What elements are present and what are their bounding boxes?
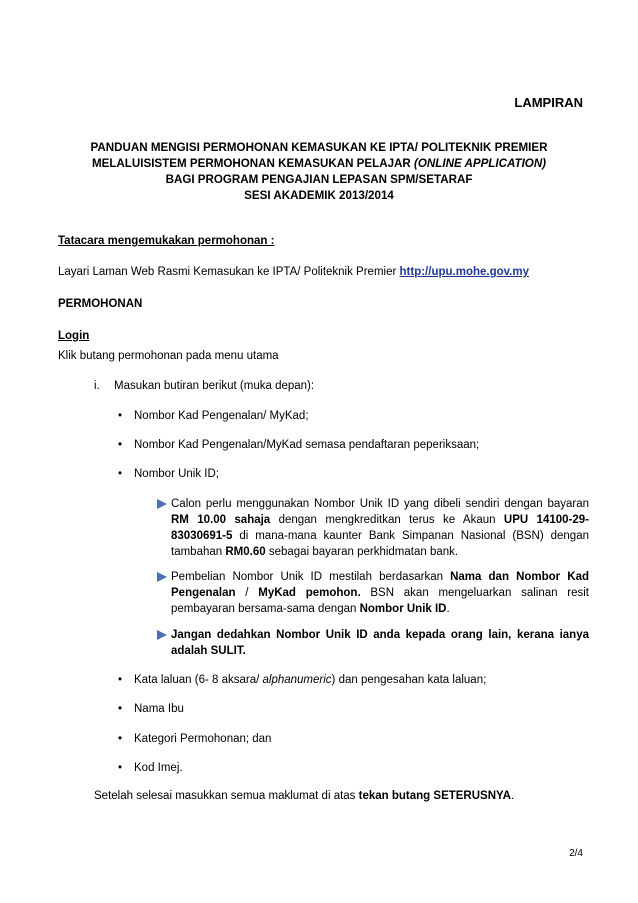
sub2-bold-2: MyKad pemohon. xyxy=(258,587,361,599)
sub-item-3: Jangan dedahkan Nombor Unik ID anda kepada orang lain, kerana ianya adalah SULIT. xyxy=(171,629,589,657)
sub-item-2 xyxy=(171,569,589,617)
sub1-text-3: di mana-mana kaunter Bank Simpanan Nasional (BSN) dengan tambahan xyxy=(171,530,589,558)
list-item-text: Nama Ibu xyxy=(134,703,184,715)
setelah-text-1: Setelah selesai masukkan semua maklumat di atas xyxy=(94,790,359,802)
sub1-bold-3: RM0.60 xyxy=(225,546,266,558)
arrow-right-icon xyxy=(157,572,167,582)
bullet-icon: • xyxy=(118,762,123,774)
sub1-text-1: Calon perlu menggunakan Nombor Unik ID yang dibeli sendiri dengan bayaran xyxy=(171,498,589,510)
permohonan-heading: PERMOHONAN xyxy=(58,298,143,310)
bullet-icon: • xyxy=(118,674,123,686)
bullet-icon: • xyxy=(118,439,123,451)
list-item-text: Kategori Permohonan; dan xyxy=(134,733,272,745)
sub1-text-2: dengan mengkreditkan terus ke Akaun xyxy=(270,514,504,526)
sub2-bold-1: Nama dan Nombor Kad Pengenalan xyxy=(171,571,589,599)
title-line-2a: MELALUISISTEM PERMOHONAN KEMASUKAN PELAJAR xyxy=(91,157,415,170)
title-line-2b: (ONLINE APPLICATION) xyxy=(414,157,547,170)
list-item-text: Nombor Kad Pengenalan/ MyKad; xyxy=(134,410,309,422)
klik-text: Klik butang permohonan pada menu utama xyxy=(58,350,279,362)
bullet-icon: • xyxy=(118,410,123,422)
b4-italic: alphanumeric xyxy=(262,674,332,686)
step-i-text: Masukan butiran berikut (muka depan): xyxy=(114,380,315,392)
list-item-text: Nombor Unik ID; xyxy=(134,468,219,480)
layari-line xyxy=(58,266,529,278)
sub1-bold-2: UPU 14100-29-83030691-5 xyxy=(171,514,589,542)
arrow-right-icon xyxy=(157,499,167,509)
sub2-text-2: / xyxy=(235,587,259,599)
sub2-bold-3: Nombor Unik ID xyxy=(359,603,447,615)
title-line-2 xyxy=(0,156,638,172)
sub2-text-3: BSN akan mengeluarkan salinan resit pembayaran bersama-sama dengan xyxy=(171,587,589,615)
page-number: 2/4 xyxy=(569,848,583,859)
bullet-icon: • xyxy=(118,468,123,480)
upu-link[interactable]: http://upu.mohe.gov.my xyxy=(399,266,529,278)
b4-text-c: ) dan pengesahan kata laluan; xyxy=(331,674,487,686)
sub1-bold-1: RM 10.00 sahaja xyxy=(171,514,271,526)
login-heading: Login xyxy=(58,330,90,342)
setelah-text xyxy=(94,790,514,802)
arrow-right-icon xyxy=(157,630,167,640)
bullet-icon: • xyxy=(118,733,123,745)
setelah-bold: tekan butang SETERUSNYA xyxy=(358,790,511,802)
setelah-text-2: . xyxy=(510,790,515,802)
doc-title xyxy=(0,140,638,204)
title-line-1: PANDUAN MENGISI PERMOHONAN KEMASUKAN KE IPTA/ POLITEKNIK PREMIER xyxy=(90,141,548,154)
list-item-text: Nombor Kad Pengenalan/MyKad semasa pendaftaran peperiksaan; xyxy=(134,439,480,451)
list-item-text xyxy=(134,674,486,686)
sub-item-1 xyxy=(171,496,589,560)
sub2-text-1: Pembelian Nombor Unik ID mestilah berdasarkan xyxy=(171,571,451,583)
sub1-text-4: sebagai bayaran perkhidmatan bank. xyxy=(265,546,459,558)
title-line-4: SESI AKADEMIK 2013/2014 xyxy=(244,189,394,202)
b4-text-a: Kata laluan (6- 8 aksara/ xyxy=(134,674,263,686)
layari-text: Layari Laman Web Rasmi Kemasukan ke IPTA/ Politeknik Premier xyxy=(58,266,400,278)
title-line-3: BAGI PROGRAM PENGAJIAN LEPASAN SPM/SETARAF xyxy=(165,173,473,186)
bullet-icon: • xyxy=(118,703,123,715)
lampiran-label: LAMPIRAN xyxy=(514,95,583,110)
step-i-number: i. xyxy=(94,380,100,392)
tatacara-heading: Tatacara mengemukakan permohonan : xyxy=(58,235,275,247)
sub2-text-4: . xyxy=(446,603,450,615)
list-item-text: Kod Imej. xyxy=(134,762,183,774)
